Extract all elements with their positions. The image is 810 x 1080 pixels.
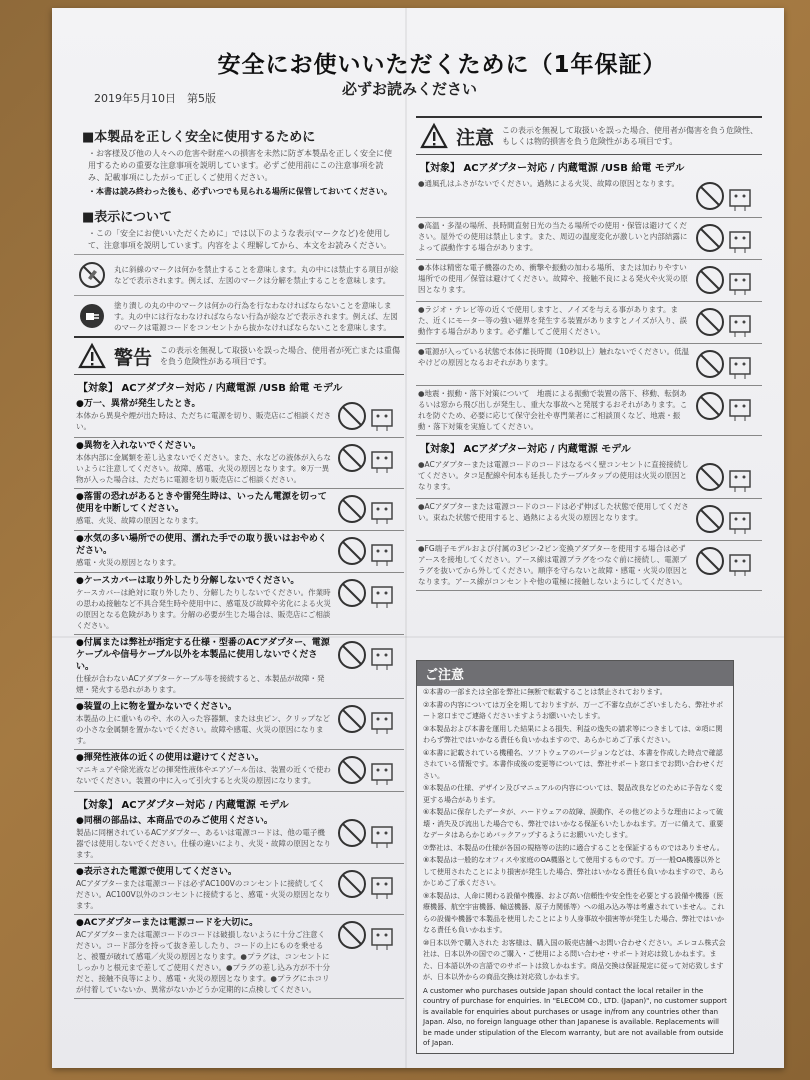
no-disassemble-icon xyxy=(78,261,106,289)
section-heading-safe-use: ■本製品を正しく安全に使用するために xyxy=(82,130,316,145)
notice-item: ⑩日本以外で購入された お客様は、購入国の販売店舗へお問い合わせください。エレコム株式会社は、日本以外の国でのご購入・ご使用による問い合わせ・サポート対応は致しかねます。また、日本語以外の言語でのサポートは致しかねます。商品交換は保証規定に従って対応致しますが、日本以外からの商品交換は対応致しかねます。 xyxy=(423,938,726,981)
prohibition-illustration-icon xyxy=(336,440,402,476)
list-item xyxy=(416,541,762,591)
item-heading: ●水気の多い場所での使用、濡れた手での取り扱いはおやめください。 xyxy=(76,534,327,556)
item-body xyxy=(76,637,332,695)
edition-date: 2019年5月10日 第5版 xyxy=(94,92,216,105)
mark-text: 丸に斜線のマークは何かを禁止することを意味します。丸の中には禁止する項目が絵などで表示されます。例えば、左図のマークは分解を禁止することを意味します。 xyxy=(114,265,399,285)
warning-title: 警告 xyxy=(114,346,153,369)
prohibition-illustration-icon xyxy=(694,346,760,382)
instruction-sheet xyxy=(52,8,784,1068)
page-subtitle: 必ずお読みください xyxy=(342,80,478,98)
item-text: ●電源が入っている状態で本体に長時間（10秒以上）触れないでください。低温やけどの原因となるおそれがあります。 xyxy=(418,347,690,367)
prohibition-illustration-icon xyxy=(694,178,760,214)
prohibition-illustration-icon xyxy=(694,262,760,298)
item-text: 感電、火災、故障の原因となります。 xyxy=(76,516,203,525)
item-text: ●ACアダプターまたは電源コードのコードはなるべく壁コンセントに直接接続してください。タコ足配線や何本も延長したテーブルタップの使用は火災の原因となります。 xyxy=(418,460,689,491)
item-body xyxy=(418,178,690,214)
prohibition-illustration-icon xyxy=(336,815,402,851)
mark-explanation-mandatory xyxy=(74,295,404,336)
list-item xyxy=(416,176,762,218)
list-item xyxy=(74,635,404,699)
list-item xyxy=(416,386,762,436)
item-body xyxy=(76,533,332,569)
item-heading: ●装置の上に物を置かないでください。 xyxy=(76,702,237,712)
item-body xyxy=(418,543,690,587)
item-text: ●FG端子モデルおよび付属の3ピン-2ピン変換アダプターを使用する場合は必ずアースを接地してください。アース線は電源プラグをつなぐ前に接続し、電源プラグを抜いてから外してください。順序を守らないと故障・感電・火災の原因となります。アース線がコンセントや他の電極に接触しないようにしてください。 xyxy=(418,544,688,586)
list-item xyxy=(416,218,762,260)
item-text: ACアダプターまたは電源コードのコードは破損しないように十分ご注意ください。コード部分を持って抜き差ししたり、コードの上にものを乗せると、被覆が破れて感電／火災の原因となります。●プラグは、コンセントにしっかりと根元まで差してご使用ください。●プラグの差し込み方が不十分だと、接触不良等により、感電・火災の原因となります。●プラグにホコリが付着していないか、異常がないかどうか定期的に点検してください。 xyxy=(76,930,331,994)
prohibition-illustration-icon xyxy=(694,388,760,424)
list-item xyxy=(74,573,404,635)
list-item xyxy=(74,864,404,915)
item-text: 仕様が合わないACアダプターケーブル等を接続すると、本製品が故障・発煙・発火する恐れがあります。 xyxy=(76,674,325,694)
prohibition-illustration-icon xyxy=(336,575,402,611)
notice-item: ④本書に記載されている機種名、ソフトウェアのバージョンなどは、本書を作成した時点で確認されている情報です。本書作成後の変更等については、弊社サポート窓口までお問い合わせください。 xyxy=(423,748,724,780)
item-text: 本製品の上に重いものや、水の入った容器類、または虫ピン、クリップなどの小さな金属類を置かないでください。故障や感電、火災の原因になります。 xyxy=(76,714,330,745)
prohibition-illustration-icon xyxy=(336,491,402,527)
item-text: 製品に同梱されているACアダプター、あるいは電源コードは、他の電子機器では使用しないでください。仕様の違いにより、火災・故障の原因となります。 xyxy=(76,828,331,859)
item-text: 本体から異臭や煙が出た時は、ただちに電源を切り、販売店にご相談ください。 xyxy=(76,411,331,431)
item-text: ケースカバーは絶対に取り外したり、分解したりしないでください。作業時の思わぬ接触など不具合発生時や使用中に、感電及び故障や劣化による火災の原因となる危険があります。分解の必要が生じた場合は、販売店にご相談ください。 xyxy=(76,588,331,630)
warning-description: この表示を無視して取扱いを誤った場合、使用者が死亡または重傷を負う危険性がある項目です。 xyxy=(160,346,401,366)
item-text: ●通風孔はふさがないでください。過熱による火災、故障の原因となります。 xyxy=(418,179,679,188)
target-models: 【対象】 ACアダプター対応 / 内蔵電源 /USB 給電 モデル xyxy=(78,383,343,394)
section-heading-markings: ■表示について xyxy=(82,210,173,225)
item-text: ●ラジオ・テレビ等の近くで使用しますと、ノイズを与える事があります。また、近くにモーター等の強い磁界を発生する装置がありますとノイズが入り、誤動作する場合があります。必ず離してご使用ください。 xyxy=(418,305,687,336)
prohibition-illustration-icon xyxy=(336,752,402,788)
prohibition-illustration-icon xyxy=(336,866,402,902)
notice-list xyxy=(417,687,733,984)
left-column xyxy=(74,122,404,999)
list-item xyxy=(74,750,404,792)
item-text: マニキュアや除光液などの揮発性液体やエアゾール缶は、装置の近くで使わないでください。装置の中に入って引火すると火災の原因になります。 xyxy=(76,765,331,785)
prohibition-illustration-icon xyxy=(336,533,402,569)
item-text: 感電・火災の原因となります。 xyxy=(76,558,181,567)
item-heading: ●揮発性液体の近くの使用は避けてください。 xyxy=(76,753,264,763)
item-heading: ●付属または弊社が指定する仕様・型番のACアダプター、電源ケーブルや信号ケーブル以外を本製品に使用しないでください。 xyxy=(76,638,330,672)
prohibition-illustration-icon xyxy=(694,501,760,537)
prohibition-illustration-icon xyxy=(336,637,402,673)
item-heading: ●異物を入れないでください。 xyxy=(76,441,201,451)
item-body xyxy=(418,388,690,432)
notice-item: ③本製品および本書を運用した結果による損失、利益の逸失の請求等につきましては、②項に関わらず弊社ではいかなる責任も負いかねますので、あらかじめご了承ください。 xyxy=(423,724,723,744)
item-body xyxy=(76,866,332,911)
item-body xyxy=(418,304,690,340)
item-heading: ●表示された電源で使用してください。 xyxy=(76,867,237,877)
mark-explanation-prohibit xyxy=(74,254,404,295)
item-heading: ●同梱の部品は、本商品でのみご使用ください。 xyxy=(76,816,273,826)
list-item xyxy=(74,699,404,750)
section-text: ・この「安全にお使いいただくために」では以下のような表示(マークなど)を使用して、注意事項を説明しています。内容をよく理解してから、本文をお読みください。 xyxy=(88,229,392,250)
item-body xyxy=(418,220,690,256)
caution-header xyxy=(416,116,762,155)
item-body xyxy=(76,575,332,631)
notice-title: ご注意 xyxy=(417,661,733,686)
prohibition-illustration-icon xyxy=(694,304,760,340)
list-item xyxy=(74,396,404,438)
caution-list xyxy=(416,176,762,436)
item-body xyxy=(76,815,332,860)
caution-list-ac xyxy=(416,457,762,591)
item-body xyxy=(418,459,690,495)
item-heading: ●落雷の恐れがあるときや雷発生時は、いったん電源を切って使用を中断してください。 xyxy=(76,492,327,514)
prohibition-illustration-icon xyxy=(694,459,760,495)
mark-text: 塗り潰しの丸の中のマークは何かの行為を行なわなければならないことを意味します。丸の中には行なわなければならない行為が絵などで表示されます。例えば、左図のマークは電源コードをコンセントから抜かなければならないことを意味します。 xyxy=(114,300,398,332)
target-models: 【対象】 ACアダプター対応 / 内蔵電源 モデル xyxy=(420,444,631,455)
notice-item: ⑤本製品の仕様、デザイン及びマニュアルの内容については、製品改良などのために予告なく変更する場合があります。 xyxy=(423,784,723,804)
target-models: 【対象】 ACアダプター対応 / 内蔵電源 モデル xyxy=(78,800,289,811)
item-text: ACアダプターまたは電源コードは必ずAC100Vのコンセントに接続してください。AC100V以外のコンセントに接続すると、感電・火災の原因となります。 xyxy=(76,879,331,910)
prohibition-illustration-icon xyxy=(694,220,760,256)
list-item xyxy=(74,438,404,489)
item-body xyxy=(76,491,332,527)
notice-item: ⑧本製品は一般的なオフィスや家庭のOA機器として使用するものです。万一一般OA機器以外として使用されたことにより損害が発生した場合、弊社はいかなる責任も負いかねますので、あらかじめご了承ください。 xyxy=(423,856,724,887)
notice-item: ②本書の内容については万全を期しておりますが、万一ご不審な点がございましたら、弊社サポート窓口までご連絡くださいますようお願いいたします。 xyxy=(423,700,724,720)
list-item xyxy=(416,344,762,386)
item-body xyxy=(76,398,332,434)
notice-item: ①本書の一部または全部を弊社に無断で転載することは禁止されております。 xyxy=(423,688,667,696)
fold-line xyxy=(405,8,407,1068)
item-heading: ●ACアダプターまたは電源コードを大切に。 xyxy=(76,918,259,928)
list-item xyxy=(416,499,762,541)
item-body xyxy=(76,440,332,485)
caution-title: 注意 xyxy=(456,126,495,149)
item-text: ●地震・振動・落下対策について 地震による振動で装置の落下、移動、転倒あるいは窓から飛び出しが発生し、重大な事故へと発展するおそれがあります。これを防ぐため、必要に応じて保守会社や専門業者にご相談頂くなど、地震・振動・落下対策を実施してください。 xyxy=(418,389,688,431)
page-title: 安全にお使いいただくために（1年保証） xyxy=(217,52,667,78)
notice-english: A customer who purchases outside Japan should contact the local retailer in the country of purchase for enquiries. In "ELECOM CO., LTD. (Japan)", no customer support is available for enquiries about purchases or usage in/from any countries other than Japan. Also, no foreign language other than Japanese is available. Replacements will be made under stipulation of the Elecom warranty, but are not available from outside of Japan. xyxy=(423,986,727,1047)
item-body xyxy=(76,917,332,995)
warning-list xyxy=(74,396,404,792)
prohibition-illustration-icon xyxy=(694,543,760,579)
list-item xyxy=(416,302,762,344)
warning-header xyxy=(74,336,404,375)
list-item xyxy=(74,531,404,573)
item-body xyxy=(418,501,690,537)
notice-item: ⑦弊社は、本製品の仕様が各国の規格等の法的に適合することを保証するものではありません。 xyxy=(423,843,724,852)
notice-item: ⑨本製品は、人命に関わる設備や機器、および高い信頼性や安全性を必要とする設備や機器（医療機器、航空宇宙機器、輸送機器、原子力関係等）への組み込み等は考慮されていません。これらの設備や機器で本製品を使用したことにより人身事故や損害等が発生した場合、弊社ではいかなる責任も負いかねます。 xyxy=(423,891,725,934)
right-column xyxy=(416,116,762,591)
item-body xyxy=(418,262,690,298)
item-text: 本体内部に金属類を差し込まないでください。また、水などの液体が入らないように注意してください。故障、感電、火災の原因となります。※万一異物が入った場合は、ただちに電源を切り販売店にご相談ください。 xyxy=(76,453,331,484)
caution-description: この表示を無視して取扱いを誤った場合、使用者が傷害を負う危険性、もしくは物的損害を負う危険性がある項目です。 xyxy=(502,126,759,146)
item-text: ●高温・多湿の場所、長時間直射日光の当たる場所での使用・保管は避けてください。屋外での使用は禁止します。また、周辺の温度変化が激しいと内部結露によって誤動作する場合があります。 xyxy=(418,221,688,252)
list-item xyxy=(74,489,404,531)
list-item xyxy=(416,260,762,302)
notice-box xyxy=(416,660,734,1054)
list-item xyxy=(416,457,762,499)
prohibition-illustration-icon xyxy=(336,701,402,737)
list-item xyxy=(74,915,404,999)
section-text-bold: ・本書は読み終わった後も、必ずいつでも見られる場所に保管しておいてください。 xyxy=(88,187,392,196)
item-text: ●ACアダプターまたは電源コードのコードは必ず伸ばした状態で使用してください。束ねた状態で使用すると、過熱による火災の原因となります。 xyxy=(418,502,689,522)
item-body xyxy=(418,346,690,382)
item-body xyxy=(76,701,332,746)
section-text: ・お客様及び他の人々への危害や財産への損害を未然に防ぎ本製品を正しく安全に使用するための重要な注意事項を説明しています。必ずご使用前にこの注意事項を読み、記載事項にしたがって正しくご使用ください。 xyxy=(88,149,392,182)
warning-triangle-icon xyxy=(78,342,106,370)
prohibition-illustration-icon xyxy=(336,398,402,434)
item-heading: ●ケースカバーは取り外したり分解しないでください。 xyxy=(76,576,300,586)
list-item xyxy=(74,813,404,864)
caution-triangle-icon xyxy=(420,122,448,150)
item-heading: ●万一、異常が発生したとき。 xyxy=(76,399,201,409)
item-text: ●本体は精密な電子機器のため、衝撃や振動の加わる場所、または加わりやすい場所での使用／保管は避けてください。故障や、接触不良による発火や火災の原因となります。 xyxy=(418,263,688,294)
unplug-icon xyxy=(78,302,106,330)
warning-list-ac xyxy=(74,813,404,999)
notice-item: ⑥本製品に保存したデータが、ハードウェアの故障、誤動作、その他どのような理由によって破壊・消失及び流出した場合でも、弊社ではいかなる保証もいたしかねます。万一に備えて、重要なデータはあらかじめバックアップするようにお願いいたします。 xyxy=(423,808,724,839)
target-models: 【対象】 ACアダプター対応 / 内蔵電源 /USB 給電 モデル xyxy=(420,163,685,174)
prohibition-illustration-icon xyxy=(336,917,402,953)
item-body xyxy=(76,752,332,788)
